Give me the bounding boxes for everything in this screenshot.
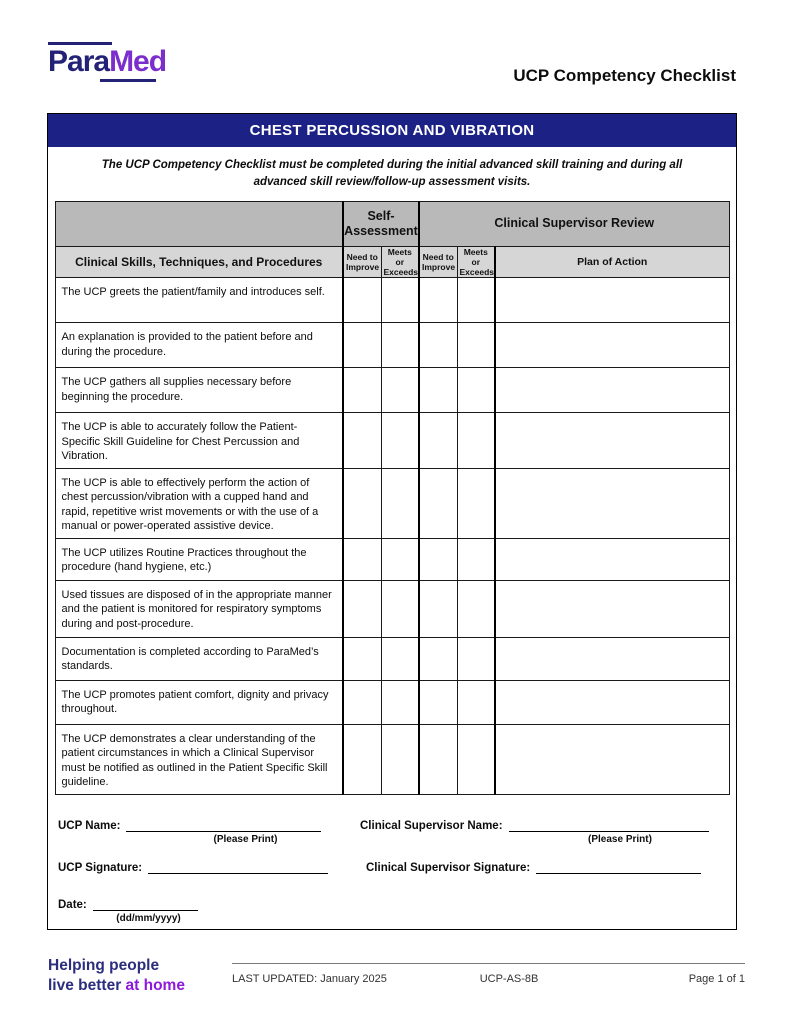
- self-need-improve-cell[interactable]: [343, 580, 381, 637]
- self-need-improve-cell[interactable]: [343, 468, 381, 538]
- plan-of-action-cell[interactable]: [495, 538, 729, 580]
- supervisor-need-improve-header: Need to Improve: [419, 246, 457, 278]
- self-need-improve-cell[interactable]: [343, 368, 381, 413]
- plan-of-action-cell[interactable]: [495, 637, 729, 680]
- self-meets-exceeds-cell[interactable]: [381, 323, 419, 368]
- supervisor-meets-exceeds-header: Meets or Exceeds: [457, 246, 495, 278]
- skill-description: The UCP gathers all supplies necessary before beginning the procedure.: [55, 368, 343, 413]
- supervisor-need-improve-cell[interactable]: [419, 637, 457, 680]
- self-meets-exceeds-cell[interactable]: [381, 580, 419, 637]
- supervisor-need-improve-cell[interactable]: [419, 323, 457, 368]
- table-row: [55, 680, 729, 724]
- footer-divider: [232, 963, 745, 964]
- supervisor-need-improve-cell[interactable]: [419, 468, 457, 538]
- self-meets-exceeds-cell[interactable]: [381, 468, 419, 538]
- table-row: [55, 413, 729, 469]
- skill-description: The UCP demonstrates a clear understanding of the patient circumstances in which a Clinical Supervisor must be notified as outlined in the Patient Specific Skill guideline.: [55, 724, 343, 794]
- self-need-improve-cell[interactable]: [343, 637, 381, 680]
- section-banner: CHEST PERCUSSION AND VIBRATION: [48, 114, 736, 147]
- self-need-improve-cell[interactable]: [343, 724, 381, 794]
- skill-description: Documentation is completed according to ParaMed’s standards.: [55, 637, 343, 680]
- supervisor-signature-label: Clinical Supervisor Signature:: [366, 861, 531, 874]
- date-line[interactable]: [93, 898, 198, 911]
- supervisor-meets-exceeds-cell[interactable]: [457, 724, 495, 794]
- table-row: [55, 724, 729, 794]
- document-code: UCP-AS-8B: [479, 973, 539, 985]
- supervisor-meets-exceeds-cell[interactable]: [457, 680, 495, 724]
- self-meets-exceeds-cell[interactable]: [381, 724, 419, 794]
- skills-column-header: Clinical Skills, Techniques, and Procedures: [55, 246, 343, 278]
- self-need-improve-cell[interactable]: [343, 680, 381, 724]
- plan-of-action-cell[interactable]: [495, 413, 729, 469]
- skill-description: The UCP greets the patient/family and introduces self.: [55, 278, 343, 323]
- self-meets-exceeds-cell[interactable]: [381, 538, 419, 580]
- table-row: [55, 538, 729, 580]
- plan-of-action-cell[interactable]: [495, 680, 729, 724]
- table-row: [55, 278, 729, 323]
- name-row: [58, 819, 720, 845]
- date-format-label: (dd/mm/yyyy): [116, 912, 181, 924]
- tagline-line2-navy: live better: [48, 977, 126, 995]
- please-print-label: (Please Print): [588, 833, 652, 845]
- table-row: [55, 580, 729, 637]
- page-number: Page 1 of 1: [688, 973, 745, 985]
- tagline-line2-purple: at home: [125, 977, 185, 995]
- logo-para: Para: [48, 45, 110, 78]
- table-row: [55, 637, 729, 680]
- skill-description: The UCP promotes patient comfort, dignity and privacy throughout.: [55, 680, 343, 724]
- supervisor-meets-exceeds-cell[interactable]: [457, 413, 495, 469]
- skill-description: An explanation is provided to the patient before and during the procedure.: [55, 323, 343, 368]
- skill-description: The UCP is able to effectively perform the action of chest percussion/vibration with a cupped hand and rapid, repetitive wrist movements or with the use of a manual or power-operated assistive device.: [55, 468, 343, 538]
- supervisor-name-line[interactable]: [509, 819, 709, 832]
- date-label: Date:: [58, 898, 87, 911]
- please-print-label: (Please Print): [213, 833, 278, 845]
- supervisor-meets-exceeds-cell[interactable]: [457, 580, 495, 637]
- page-footer: [232, 963, 745, 985]
- table-row: [55, 468, 729, 538]
- self-need-improve-cell[interactable]: [343, 538, 381, 580]
- plan-of-action-cell[interactable]: [495, 323, 729, 368]
- table-header-columns: [55, 246, 729, 278]
- table-row: [55, 368, 729, 413]
- plan-of-action-cell[interactable]: [495, 580, 729, 637]
- ucp-name-line[interactable]: [126, 819, 321, 832]
- supervisor-meets-exceeds-cell[interactable]: [457, 468, 495, 538]
- plan-of-action-cell[interactable]: [495, 468, 729, 538]
- ucp-signature-label: UCP Signature:: [58, 861, 143, 874]
- plan-of-action-cell[interactable]: [495, 724, 729, 794]
- self-meets-exceeds-cell[interactable]: [381, 637, 419, 680]
- plan-of-action-cell[interactable]: [495, 368, 729, 413]
- self-need-improve-cell[interactable]: [343, 323, 381, 368]
- plan-of-action-cell[interactable]: [495, 278, 729, 323]
- plan-of-action-header: Plan of Action: [495, 246, 729, 278]
- logo-rule-bottom: [100, 79, 156, 82]
- supervisor-need-improve-cell[interactable]: [419, 680, 457, 724]
- supervisor-meets-exceeds-cell[interactable]: [457, 637, 495, 680]
- table-row: [55, 323, 729, 368]
- self-meets-exceeds-cell[interactable]: [381, 368, 419, 413]
- logo-text: [48, 47, 166, 77]
- self-need-improve-cell[interactable]: [343, 413, 381, 469]
- supervisor-meets-exceeds-cell[interactable]: [457, 278, 495, 323]
- skill-description: The UCP is able to accurately follow the Patient-Specific Skill Guideline for Chest Percussion and Vibration.: [55, 413, 343, 469]
- supervisor-meets-exceeds-cell[interactable]: [457, 538, 495, 580]
- self-meets-exceeds-header: Meets or Exceeds: [381, 246, 419, 278]
- skill-description: The UCP utilizes Routine Practices throughout the procedure (hand hygiene, etc.): [55, 538, 343, 580]
- tagline-line1: Helping people: [48, 957, 160, 974]
- self-meets-exceeds-cell[interactable]: [381, 413, 419, 469]
- logo-med: Med: [109, 45, 167, 78]
- ucp-signature-line[interactable]: [148, 861, 328, 874]
- table-header-groups: [55, 201, 729, 246]
- document-header: [48, 42, 741, 86]
- supervisor-name-label: Clinical Supervisor Name:: [360, 819, 503, 832]
- self-meets-exceeds-cell[interactable]: [381, 278, 419, 323]
- paramed-logo: [48, 42, 166, 86]
- supervisor-need-improve-cell[interactable]: [419, 724, 457, 794]
- blank-header-cell: [55, 201, 343, 246]
- self-need-improve-cell[interactable]: [343, 278, 381, 323]
- supervisor-need-improve-cell[interactable]: [419, 413, 457, 469]
- competency-table: [55, 201, 730, 795]
- signature-section: [48, 795, 736, 924]
- supervisor-need-improve-cell[interactable]: [419, 580, 457, 637]
- supervisor-need-improve-cell[interactable]: [419, 538, 457, 580]
- skill-description: Used tissues are disposed of in the appropriate manner and the patient is monitored for respiratory symptoms during and post-procedure.: [55, 580, 343, 637]
- supervisor-need-improve-cell[interactable]: [419, 278, 457, 323]
- brand-tagline: [48, 956, 185, 997]
- supervisor-meets-exceeds-cell[interactable]: [457, 368, 495, 413]
- page-title: UCP Competency Checklist: [513, 66, 736, 85]
- last-updated-text: LAST UPDATED: January 2025: [232, 973, 387, 985]
- self-assessment-header: Self-Assessment: [343, 201, 419, 246]
- supervisor-review-header: Clinical Supervisor Review: [419, 201, 729, 246]
- supervisor-need-improve-cell[interactable]: [419, 368, 457, 413]
- instruction-text: The UCP Competency Checklist must be completed during the initial advanced skill training and during all advanced skill review/follow-up assessment visits.: [101, 159, 683, 189]
- supervisor-meets-exceeds-cell[interactable]: [457, 323, 495, 368]
- date-row: [58, 898, 720, 924]
- self-need-improve-header: Need to Improve: [343, 246, 381, 278]
- signature-row: [58, 861, 720, 874]
- supervisor-signature-line[interactable]: [536, 861, 701, 874]
- form-container: [47, 113, 737, 930]
- self-meets-exceeds-cell[interactable]: [381, 680, 419, 724]
- ucp-name-label: UCP Name:: [58, 819, 121, 832]
